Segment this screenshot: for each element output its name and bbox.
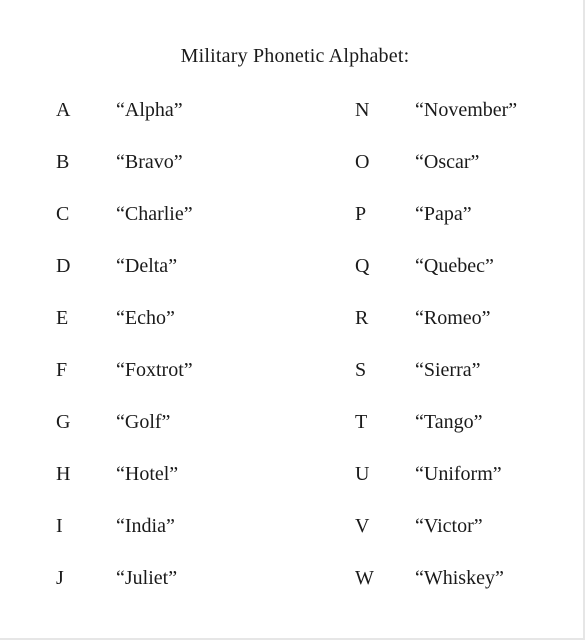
letter: W [355,567,374,589]
letter: J [56,567,64,589]
letter: H [56,463,71,485]
code-word: “Uniform” [415,463,502,485]
letter: I [56,515,63,537]
code-word: “November” [415,99,518,121]
code-word: “Oscar” [415,151,480,173]
code-word: “Victor” [415,515,483,537]
letter: G [56,411,71,433]
code-word: “Juliet” [116,567,178,589]
letter: E [56,307,69,329]
letter: F [56,359,68,381]
page-title: Military Phonetic Alphabet: [180,45,410,67]
letter: C [56,203,70,225]
code-word: “India” [116,515,175,537]
letter: S [355,359,367,381]
code-word: “Delta” [116,255,178,277]
letter: O [355,151,370,173]
letter: R [355,307,369,329]
letter: B [56,151,70,173]
letter: A [56,99,71,121]
code-word: “Papa” [415,203,472,225]
code-word: “Whiskey” [415,567,504,589]
code-word: “Charlie” [116,203,193,225]
letter: U [355,463,370,485]
letter: T [355,411,368,433]
code-word: “Echo” [116,307,175,329]
code-word: “Quebec” [415,255,494,277]
code-word: “Hotel” [116,463,179,485]
code-word: “Bravo” [116,151,183,173]
code-word: “Sierra” [415,359,481,381]
letter: D [56,255,71,277]
code-word: “Tango” [415,411,483,433]
code-word: “Foxtrot” [116,359,193,381]
code-word: “Alpha” [116,99,183,121]
letter: N [355,99,370,121]
code-word: “Romeo” [415,307,491,329]
letter: P [355,203,367,225]
letter: V [355,515,370,537]
code-word: “Golf” [116,411,171,433]
letter: Q [355,255,370,277]
